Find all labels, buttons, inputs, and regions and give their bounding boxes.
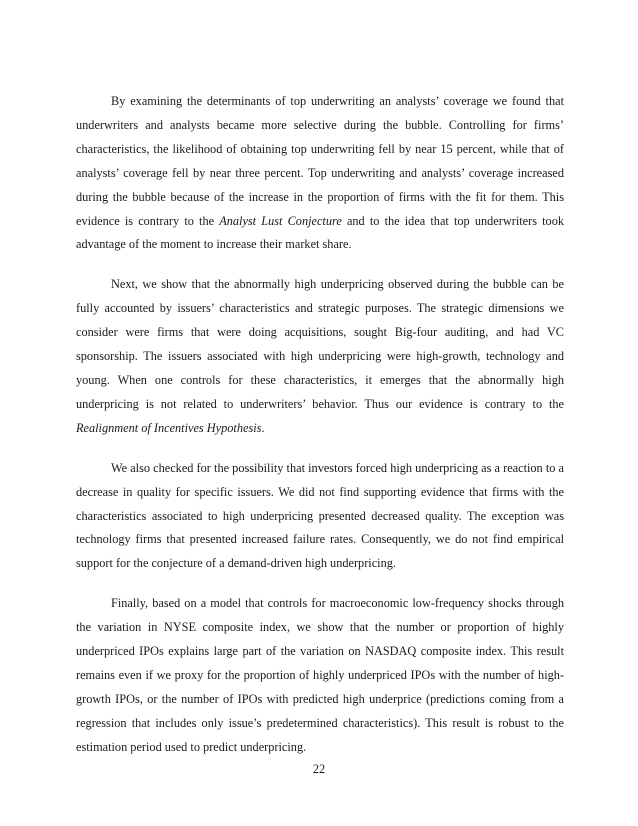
term-realignment-of-incentives-hypothesis: Realignment of Incentives Hypothesis — [76, 420, 262, 435]
paragraph-text: Next, we show that the abnormally high underpricing observed during the bubble can be fully accounted by issuers’ characteristics and strategic purposes. The strategic dimensions we consider were firms that were doing acquisitions, sought Big-four auditing, and had VC sponsorship. The issuers associated with high underpricing were high-growth, technology and young. When one controls for these characteristics, it emerges that the abnormally high underpricing is not related to underwriters’ behavior. Thus our evidence is contrary to the — [76, 277, 564, 411]
paragraph-underpricing-characteristics — [76, 273, 564, 440]
term-analyst-lust-conjecture: Analyst Lust Conjecture — [219, 213, 342, 228]
body-text — [76, 90, 564, 760]
paragraph-text: By examining the determinants of top underwriting an analysts’ coverage we found that underwriters and analysts became more selective during the bubble. Controlling for firms’ characteristics, the likelihood of obtaining top underwriting fell by near 15 percent, while that of analysts’ coverage fell by near three percent. Top underwriting and analysts’ coverage increased during the bubble because of the increase in the proportion of firms with the fit for them. This evidence is contrary to the — [76, 94, 564, 228]
paragraph-text: and to the idea that top underwriters took advantage of the moment to increase their market share. — [76, 213, 565, 252]
paragraph-investor-quality — [76, 457, 564, 577]
paragraph-text: Finally, based on a model that controls for macroeconomic low-frequency shocks through the variation in NYSE composite index, we show that the number or proportion of highly underpriced IPOs explains large part of the variation on NASDAQ composite index. This result remains even if we proxy for the proportion of highly underpriced IPOs with the number of high-growth IPOs, or the number of IPOs with predicted high underprice (predictions coming from a regression that includes only issue’s predetermined characteristics). This result is robust to the estimation period used to predict underpricing. — [76, 596, 564, 754]
paragraph-nasdaq-model — [76, 592, 564, 759]
paragraph-underwriting-analysts — [76, 90, 564, 257]
paragraph-text: We also checked for the possibility that investors forced high underpricing as a reaction to a decrease in quality for specific issuers. We did not find supporting evidence that firms with the characteristics associated to high underpricing presented decreased quality. The exception was technology firms that presented increased failure rates. Consequently, we do not find empirical support for the conjecture of a demand-driven high underpricing. — [76, 460, 564, 571]
paragraph-text: . — [261, 420, 265, 435]
page-number: 22 — [312, 762, 326, 776]
